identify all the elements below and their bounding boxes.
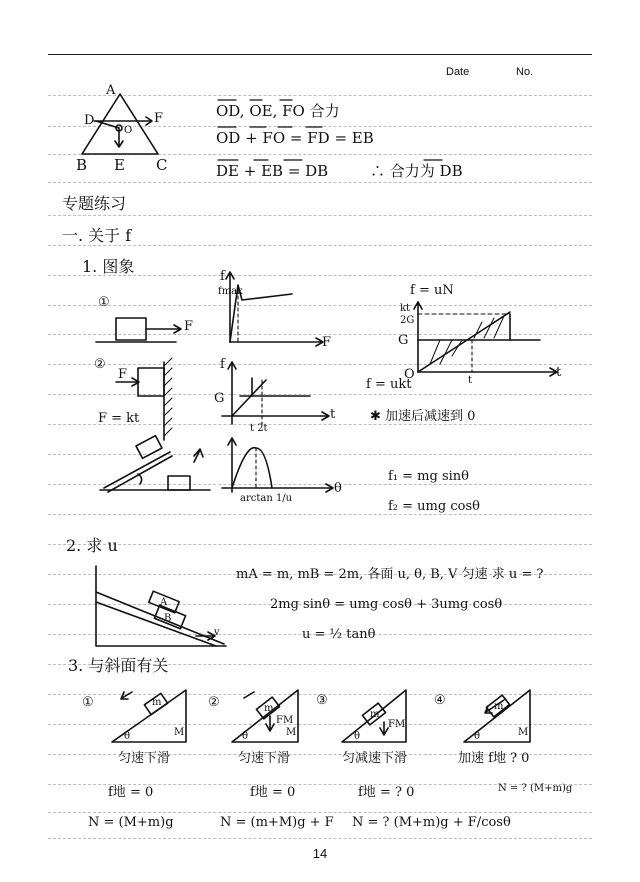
tilting-plank-diagram [100, 436, 210, 492]
G-label: G [398, 333, 409, 348]
heading-sec1: 一. 关于 f [62, 226, 132, 245]
block-force-diagram [96, 318, 181, 342]
incline-2-theta: θ [242, 731, 249, 742]
block-B-label: B [164, 613, 172, 624]
date-label: Date [446, 66, 470, 78]
heading-sub1: 1. 图象 [82, 257, 135, 276]
incline-1-m: m [152, 697, 162, 708]
incline-2-M: M [286, 727, 297, 738]
incline-4-number: ④ [434, 693, 446, 708]
incline-4-m: m [494, 701, 504, 712]
heading-sec3: 3. 与斜面有关 [68, 656, 169, 675]
f-ukt-label: f = ukt [366, 377, 412, 392]
heading-topic: 专题练习 [62, 194, 127, 213]
incline-1-theta: θ [124, 731, 131, 742]
no-label: No. [516, 66, 534, 78]
incline-2-desc: 匀速下滑 [238, 751, 291, 766]
incline-3-f: f地 = ? 0 [358, 785, 415, 800]
incline-4-theta: θ [474, 731, 481, 742]
page-number: 14 [312, 846, 328, 861]
tri-label-f: F [154, 111, 164, 126]
incline-1-M: M [174, 727, 185, 738]
incline-1-n: N = (M+m)g [88, 815, 174, 830]
incline-3-theta: θ [354, 731, 361, 742]
incline-2-fm: FM [276, 715, 294, 726]
eq-sum-2: DE + EB = DB [216, 162, 329, 180]
f-axis-label-2: f [220, 357, 225, 372]
velocity-label: v [214, 627, 220, 638]
f-vs-t-graph [414, 302, 557, 376]
incline-3-m: m [370, 709, 380, 720]
incline-3-n: N = ? (M+m)g + F/cosθ [352, 815, 511, 830]
incline-2-m: m [264, 703, 274, 714]
F-axis-label: F [322, 335, 332, 350]
incline-4-n: N = ? (M+m)g [498, 783, 573, 794]
force-F-label-2: F [118, 367, 128, 382]
tri-label-a: A [106, 83, 116, 98]
t-axis-label-2: t [330, 407, 336, 422]
tri-label-b: B [76, 156, 88, 174]
G-label-2: G [214, 391, 225, 406]
origin-label: O [404, 367, 415, 382]
force-F-label: F [184, 319, 194, 334]
tri-label-e: E [114, 156, 125, 174]
heading-sec2: 2. 求 u [66, 536, 118, 555]
incline-2-f: f地 = 0 [250, 785, 296, 800]
f1-formula: f₁ = mg sinθ [388, 469, 469, 484]
case-1-marker: ① [98, 295, 110, 310]
incline-3-desc: 匀减速下滑 [342, 751, 408, 766]
theta-axis-label: θ [334, 481, 342, 496]
incline-1-f: f地 = 0 [108, 785, 154, 800]
note-accelerate: ✱ 加速后减速到 0 [370, 409, 476, 424]
u-result: u = ½ tanθ [302, 627, 376, 642]
F-kt-label: F = kt [98, 411, 140, 426]
f-vs-theta-graph [222, 438, 333, 492]
eq-conclusion: ∴ 合力为 DB [370, 162, 463, 180]
incline-4-desc: 加速 f地 ? 0 [458, 751, 530, 766]
eq-sum-1: OD + FO = FD = EB [216, 129, 374, 147]
u-equation: 2mg sinθ = umg cosθ + 3umg cosθ [270, 597, 503, 612]
tri-label-c: C [156, 156, 168, 174]
f2-formula: f₂ = umg cosθ [388, 499, 480, 514]
kt-label: kt [400, 303, 411, 314]
case-2-marker: ② [94, 357, 106, 372]
tri-label-d: D [84, 113, 95, 128]
t-axis-label: t [556, 365, 562, 380]
eq-resultant: OD, OE, FO 合力 [216, 102, 340, 120]
incline-1-number: ① [82, 695, 94, 710]
incline-1-desc: 匀速下滑 [118, 751, 171, 766]
two-G-label: 2G [400, 315, 415, 326]
t-mark-label: t [468, 375, 473, 386]
f-vs-F-graph [226, 272, 323, 346]
tri-label-o: O [124, 125, 133, 136]
incline-2-number: ② [208, 695, 220, 710]
block-A-label: A [160, 597, 168, 608]
t-2t-label: t 2t [250, 423, 268, 434]
f-uN-label: f = uN [410, 283, 454, 298]
incline-4-M: M [518, 727, 529, 738]
f-axis-label: f [220, 269, 225, 284]
arctan-label: arctan 1/u [240, 493, 293, 504]
u-given: mA = m, mB = 2m, 各面 u, θ, B, V 匀速 求 u = ? [236, 567, 544, 582]
incline-2-n: N = (m+M)g + F [220, 815, 334, 830]
fmax-label: fmax [218, 286, 243, 297]
incline-3-fm: FM [388, 719, 406, 730]
incline-3-number: ③ [316, 693, 328, 708]
f-vs-t-graph-2 [222, 362, 329, 424]
